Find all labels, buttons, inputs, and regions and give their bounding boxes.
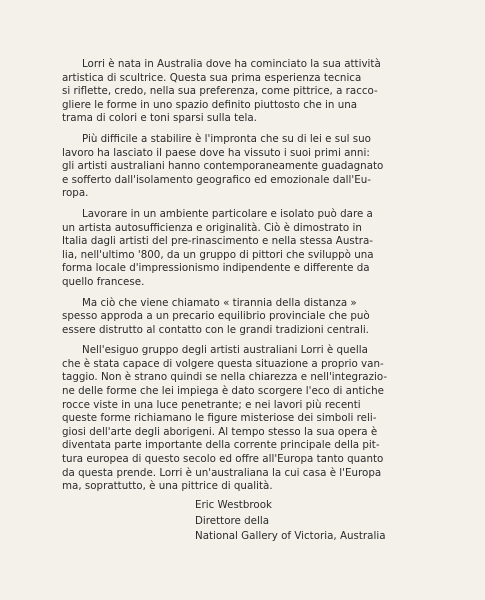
text-line: Italia dagli artisti del pre-rinascimento e nella stessa Austra- (62, 235, 374, 248)
text-line: Lorri è nata in Australia dove ha cominciato la sua attività (82, 58, 381, 70)
text-line: trama di colori e toni sparsi sulla tela. (62, 112, 257, 125)
text-line: Nell'esiguo gruppo degli artisti australiani Lorri è quella (82, 344, 368, 357)
text-line: un artista autosufficienza e originalità. Ciò è dimostrato in (62, 221, 362, 234)
text-line: si riflette, credo, nella sua preferenza, come pittrice, a racco- (62, 85, 378, 98)
signature-block (195, 498, 386, 545)
text-line: gliere le forme in uno spazio definito piuttosto che in una (62, 98, 358, 111)
text-line: lia, nell'ultimo '800, da un gruppo di pittori che sviluppò una (62, 248, 374, 261)
paragraph-4 (62, 297, 432, 338)
text-line: diventata parte importante della corrente principale della pit- (62, 439, 380, 452)
text-line: gli artisti australiani hanno contemporaneamente guadagnato (62, 160, 384, 173)
text-line: giosi dell'arte degli aborigeni. Al tempo stesso la sua opera è (62, 425, 378, 438)
paragraph-5 (62, 344, 432, 494)
text-line: che è stata capace di volgere questa situazione a proprio van- (62, 357, 384, 370)
paragraph-3 (62, 208, 432, 290)
text-line: da questa prende. Lorri è un'australiana la cui casa è l'Europa (62, 466, 382, 479)
paragraph-1 (62, 58, 432, 126)
body-text (62, 58, 432, 501)
text-line: Più difficile a stabilire è l'impronta che su di lei e sul suo (82, 132, 371, 145)
text-line: spesso approda a un precario equilibrio provinciale che può (62, 310, 370, 323)
signature-role: Direttore della (195, 514, 270, 527)
text-line: taggio. Non è strano quindi se nella chiarezza e nell'integrazio- (62, 371, 388, 384)
text-line: ropa. (62, 187, 89, 200)
signature-institution: National Gallery of Victoria, Australia (195, 530, 386, 542)
text-line: e sofferto dall'isolamento geografico ed emozionale dall'Eu- (62, 173, 371, 186)
text-line: quello francese. (62, 275, 145, 288)
text-line: ma, soprattutto, è una pittrice di qualità. (62, 480, 273, 493)
text-line: artistica di scultrice. Questa sua prima esperienza tecnica (62, 71, 362, 84)
text-line: rocce viste in una luce penetrante; e nei lavori più recenti (62, 398, 361, 411)
text-line: queste forme richiamano le figure misteriose dei simboli reli- (62, 412, 377, 425)
text-line: essere distrutto al contatto con le grandi tradizioni centrali. (62, 323, 369, 336)
text-line: tura europea di questo secolo ed offre all'Europa tanto quanto (62, 453, 384, 466)
text-line: Lavorare in un ambiente particolare e isolato può dare a (82, 207, 373, 220)
signature-name: Eric Westbrook (195, 499, 272, 511)
text-line: Ma ciò che viene chiamato « tirannia della distanza » (82, 296, 357, 309)
paragraph-2 (62, 133, 432, 201)
text-line: lavoro ha lasciato il paese dove ha vissuto i suoi primi anni: (62, 146, 370, 159)
text-line: forma locale d'impressionismo indipendente e differente da (62, 262, 370, 275)
text-line: ne delle forme che lei impiega è dato scorgere l'eco di antiche (62, 385, 384, 398)
